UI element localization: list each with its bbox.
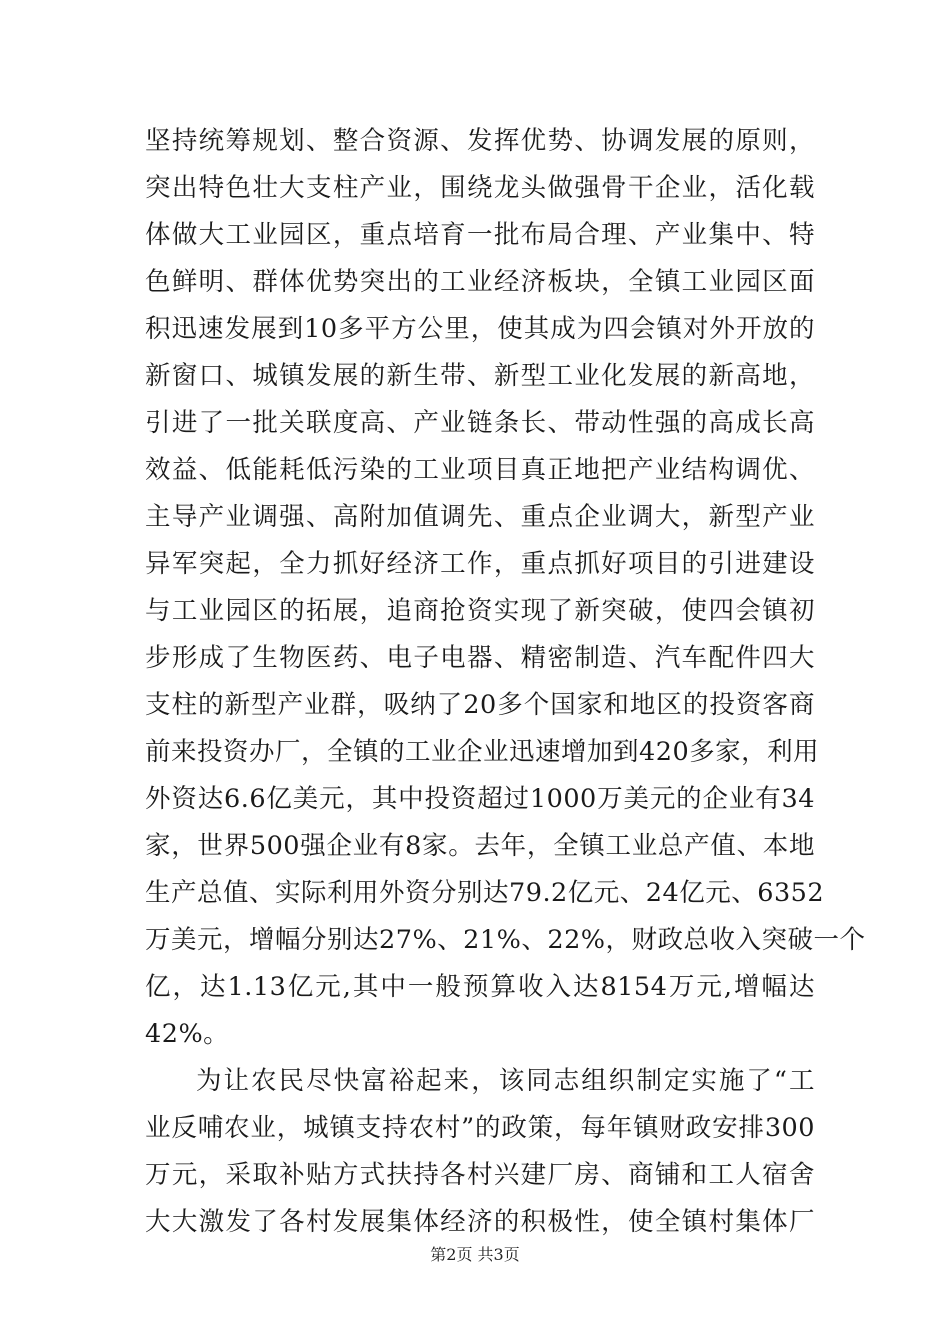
text-line: 万美元，增幅分别达27%、21%、22%，财政总收入突破一个 [145,925,866,955]
text-line: 引进了一批关联度高、产业链条长、带动性强的高成长高 [145,408,815,438]
text-line: 积迅速发展到10多平方公里，使其成为四会镇对外开放的 [145,314,815,344]
text-line: 外资达6.6亿美元，其中投资超过1000万美元的企业有34 [145,784,815,814]
text-line: 坚持统筹规划、整合资源、发挥优势、协调发展的原则， [145,126,815,156]
text-line: 业反哺农业，城镇支持农村”的政策，每年镇财政安排300 [145,1113,815,1143]
text-line: 大大激发了各村发展集体经济的积极性，使全镇村集体厂 [145,1207,815,1237]
text-line: 主导产业调强、高附加值调先、重点企业调大，新型产业 [145,502,815,532]
text-line: 亿，达1.13亿元,其中一般预算收入达8154万元,增幅达 [145,972,815,1002]
body-text [145,118,866,1246]
text-line: 为让农民尽快富裕起来，该同志组织制定实施了“工 [196,1066,815,1096]
text-line: 家，世界500强企业有8家。去年，全镇工业总产值、本地 [145,831,815,861]
text-line: 支柱的新型产业群，吸纳了20多个国家和地区的投资客商 [145,690,815,720]
text-line: 万元，采取补贴方式扶持各村兴建厂房、商铺和工人宿舍 [145,1160,815,1190]
text-line: 生产总值、实际利用外资分别达79.2亿元、24亿元、6352 [145,878,825,908]
page-footer: 第2页 共3页 [430,1245,520,1264]
text-line: 42%。 [145,1019,230,1049]
text-line: 突出特色壮大支柱产业，围绕龙头做强骨干企业，活化载 [145,173,815,203]
text-line: 效益、低能耗低污染的工业项目真正地把产业结构调优、 [145,455,815,485]
text-line: 前来投资办厂，全镇的工业企业迅速增加到420多家，利用 [145,737,820,767]
text-line: 与工业园区的拓展，追商抢资实现了新突破，使四会镇初 [145,596,815,626]
text-line: 体做大工业园区，重点培育一批布局合理、产业集中、特 [145,220,815,250]
text-line: 异军突起，全力抓好经济工作，重点抓好项目的引进建设 [145,549,815,579]
text-line: 新窗口、城镇发展的新生带、新型工业化发展的新高地， [145,361,815,391]
text-line: 色鲜明、群体优势突出的工业经济板块，全镇工业园区面 [145,267,815,297]
text-line: 步形成了生物医药、电子电器、精密制造、汽车配件四大 [145,643,815,673]
